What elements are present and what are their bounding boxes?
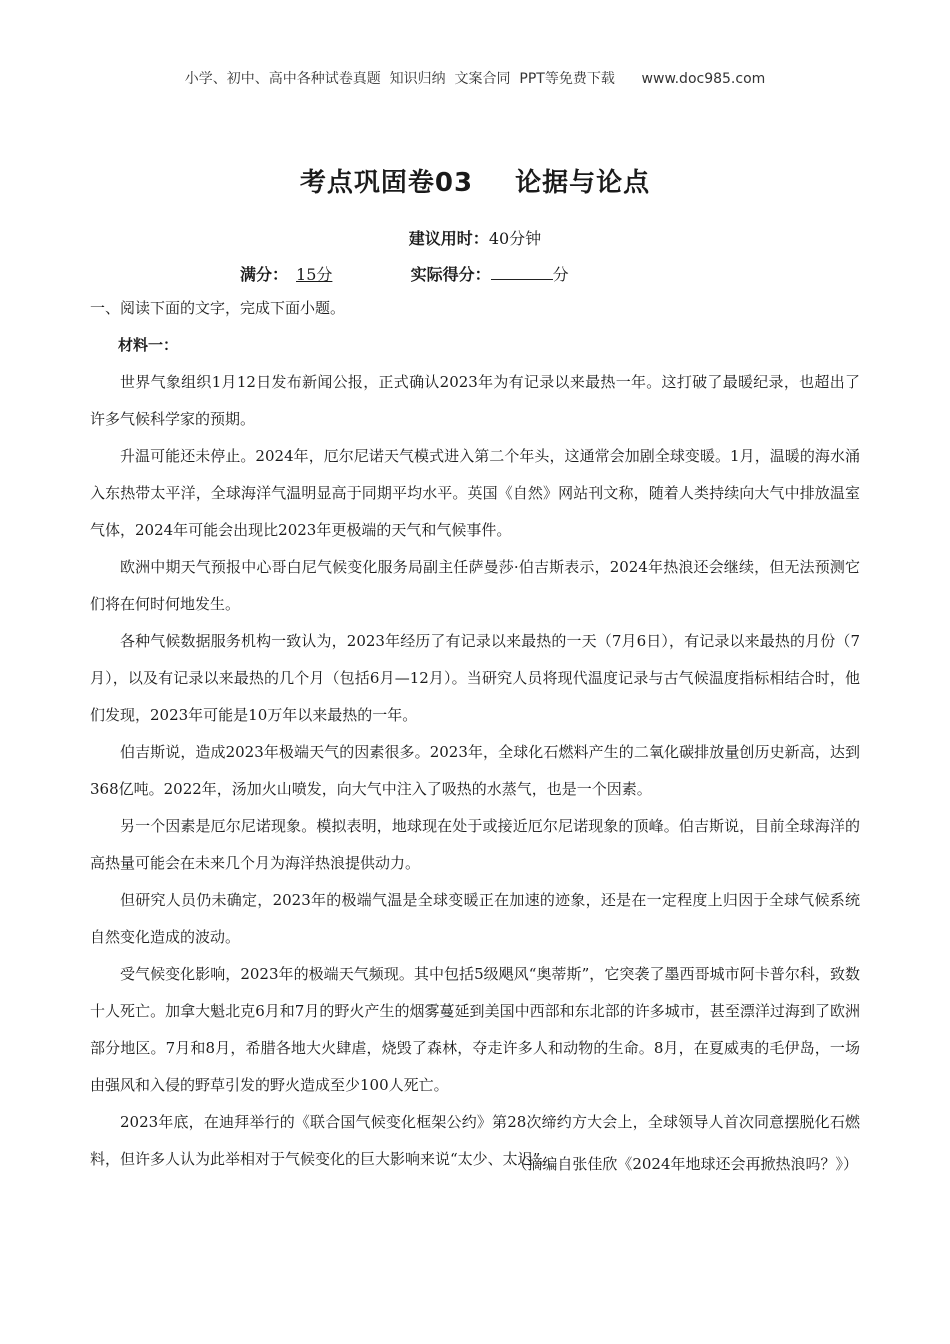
paragraph: 但研究人员仍未确定，2023年的极端气温是全球变暖正在加速的迹象，还是在一定程度上归因于全球气候系统自然变化造成的波动。 [90,891,860,946]
material-body [90,364,860,1178]
paragraph: 各种气候数据服务机构一致认为，2023年经历了有记录以来最热的一天（7月6日），有记录以来最热的月份（7月），以及有记录以来最热的几个月（包括6月—12月）。当研究人员将现代温度记录与古气候温度指标相结合时，他们发现，2023年可能是10万年以来最热的一年。 [90,632,860,724]
actual-score-label: 实际得分： [410,265,491,284]
score-line [240,262,569,285]
paragraph: 世界气象组织1月12日发布新闻公报，正式确认2023年为有记录以来最热一年。这打破了最暖纪录，也超出了许多气候科学家的预期。 [90,373,860,428]
paragraph: 受气候变化影响，2023年的极端天气频现。其中包括5级飓风“奥蒂斯”，它突袭了墨西哥城市阿卡普尔科，致数十人死亡。加拿大魁北克6月和7月的野火产生的烟雾蔓延到美国中西部和东北部的许多城市，甚至漂洋过海到了欧洲部分地区。7月和8月，希腊各地大火肆虐，烧毁了森林，夺走许多人和动物的生命。8月，在夏威夷的毛伊岛，一场由强风和入侵的野草引发的野火造成至少100人死亡。 [90,965,860,1094]
full-score-value: 15分 [296,265,333,284]
paragraph: 欧洲中期天气预报中心哥白尼气候变化服务局副主任萨曼莎·伯吉斯表示，2024年热浪还会继续，但无法预测它们将在何时何地发生。 [90,558,860,613]
page-title [0,162,950,199]
time-value: 40分钟 [488,229,542,248]
paragraph: 伯吉斯说，造成2023年极端天气的因素很多。2023年，全球化石燃料产生的二氧化碳排放量创历史新高，达到368亿吨。2022年，汤加火山喷发，向大气中注入了吸热的水蒸气，也是一个因素。 [90,743,860,798]
actual-score-unit: 分 [552,265,569,284]
page-header: 小学、初中、高中各种试卷真题 知识归纳 文案合同 PPT等免费下载 www.doc985.com [184,71,766,87]
material-label: 材料一： [118,336,179,354]
full-score-label: 满分： [240,265,289,284]
time-label: 建议用时： [408,229,489,248]
title-part-1: 考点巩固卷03 [299,168,474,198]
suggested-time [0,226,950,249]
paragraph: 2023年底，在迪拜举行的《联合国气候变化框架公约》第28次缔约方大会上，全球领导人首次同意摆脱化石燃料，但许多人认为此举相对于气候变化的巨大影响来说“太少、太迟”。 [90,1113,860,1168]
paragraph: 升温可能还未停止。2024年，厄尔尼诺天气模式进入第二个年头，这通常会加剧全球变暖。1月，温暖的海水涌入东热带太平洋，全球海洋气温明显高于同期平均水平。英国《自然》网站刊文称，随着人类持续向大气中排放温室气体，2024年可能会出现比2023年更极端的天气和气候事件。 [90,447,860,539]
title-part-2: 论据与论点 [515,168,651,198]
actual-score-blank[interactable] [491,265,553,280]
question-instruction: 一、阅读下面的文字，完成下面小题。 [90,299,346,317]
paragraph: 另一个因素是厄尔尼诺现象。模拟表明，地球现在处于或接近厄尔尼诺现象的顶峰。伯吉斯说，目前全球海洋的高热量可能会在未来几个月为海洋热浪提供动力。 [90,817,860,872]
source-citation: （摘编自张佳欣《2024年地球还会再掀热浪吗？》） [512,1155,858,1173]
